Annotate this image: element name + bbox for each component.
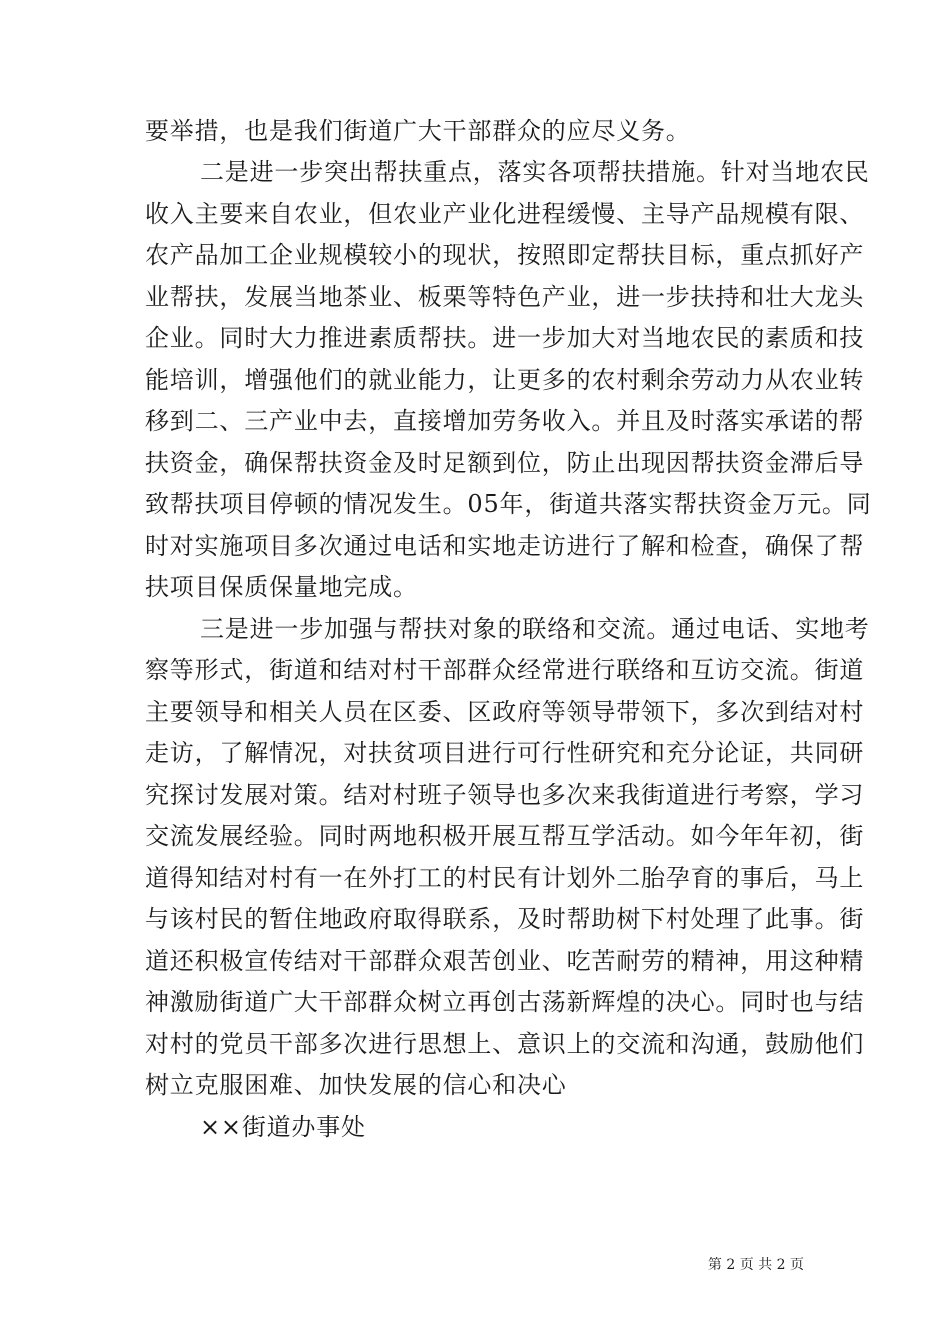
text-line: 收入主要来自农业，但农业产业化进程缓慢、主导产品规模有限、 — [145, 200, 865, 228]
text-line: 移到二、三产业中去，直接增加劳务收入。并且及时落实承诺的帮 — [145, 407, 865, 435]
text-line: 与该村民的暂住地政府取得联系，及时帮助树下村处理了此事。街 — [145, 905, 865, 933]
text-line: 能培训，增强他们的就业能力，让更多的农村剩余劳动力从农业转 — [145, 366, 865, 394]
text-line: 对村的党员干部多次进行思想上、意识上的交流和沟通，鼓励他们 — [145, 1030, 865, 1058]
text-line: 走访，了解情况，对扶贫项目进行可行性研究和充分论证，共同研 — [145, 739, 865, 767]
text-line: 主要领导和相关人员在区委、区政府等领导带领下，多次到结对村 — [145, 698, 865, 726]
text-line: 究探讨发展对策。结对村班子领导也多次来我街道进行考察，学习 — [145, 781, 865, 809]
text-line: 致帮扶项目停顿的情况发生。05年，街道共落实帮扶资金万元。同 — [145, 490, 872, 518]
text-line: 察等形式，街道和结对村干部群众经常进行联络和互访交流。街道 — [145, 656, 865, 684]
text-line: 业帮扶，发展当地茶业、板栗等特色产业，进一步扶持和壮大龙头 — [145, 283, 865, 311]
text-line: 树立克服困难、加快发展的信心和决心 — [145, 1071, 567, 1099]
text-line: 神激励街道广大干部群众树立再创古荡新辉煌的决心。同时也与结 — [145, 988, 865, 1016]
text-line: 企业。同时大力推进素质帮扶。进一步加大对当地农民的素质和技 — [145, 324, 865, 352]
text-line: 扶项目保质保量地完成。 — [145, 573, 418, 601]
text-line: 交流发展经验。同时两地积极开展互帮互学活动。如今年年初，街 — [145, 822, 865, 850]
text-line: 扶资金，确保帮扶资金及时足额到位，防止出现因帮扶资金滞后导 — [145, 449, 865, 477]
text-line: 农产品加工企业规模较小的现状，按照即定帮扶目标，重点抓好产 — [145, 241, 865, 269]
text-line: 时对实施项目多次通过电话和实地走访进行了解和检查，确保了帮 — [145, 532, 865, 560]
text-line: 要举措，也是我们街道广大干部群众的应尽义务。 — [145, 117, 691, 145]
page-number: 第 2 页 共 2 页 — [707, 1257, 804, 1273]
text-line: 道还积极宣传结对干部群众艰苦创业、吃苦耐劳的精神，用这种精 — [145, 947, 865, 975]
paragraph-3-start: 三是进一步加强与帮扶对象的联络和交流。通过电话、实地考 — [200, 615, 870, 643]
signature-office: ××街道办事处 — [200, 1113, 366, 1141]
text-line: 道得知结对村有一在外打工的村民有计划外二胎孕育的事后，马上 — [145, 864, 865, 892]
paragraph-2-start: 二是进一步突出帮扶重点，落实各项帮扶措施。针对当地农民 — [200, 158, 870, 186]
